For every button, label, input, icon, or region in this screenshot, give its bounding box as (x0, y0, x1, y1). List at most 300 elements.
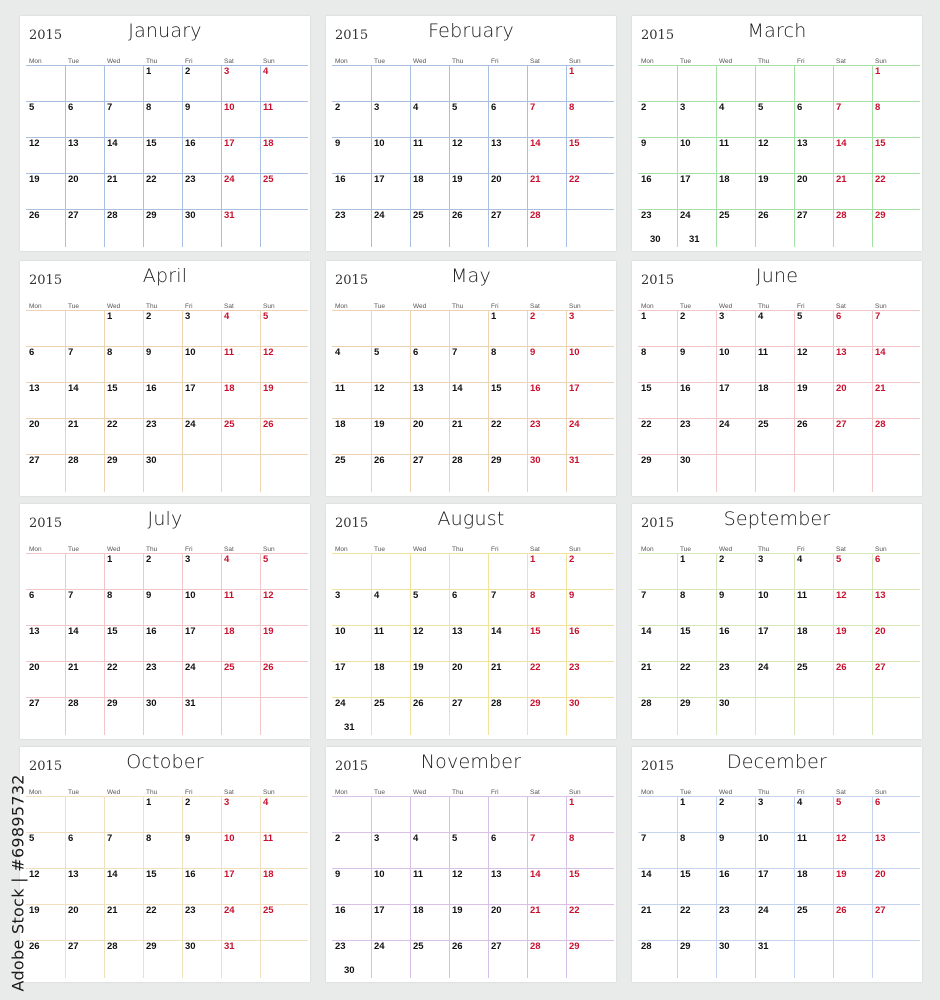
date-cell[interactable]: 28 (530, 210, 541, 221)
date-cell[interactable]: 25 (413, 210, 424, 221)
date-cell[interactable]: 27 (797, 210, 808, 221)
date-cell[interactable]: 22 (569, 174, 580, 185)
date-cell[interactable]: 7 (68, 590, 74, 601)
date-cell[interactable]: 3 (224, 797, 230, 808)
date-cell[interactable]: 1 (569, 797, 575, 808)
date-cell[interactable]: 1 (569, 66, 575, 77)
date-cell[interactable]: 11 (797, 833, 808, 844)
date-cell[interactable]: 21 (491, 662, 502, 673)
date-cell[interactable]: 28 (68, 698, 79, 709)
date-cell[interactable]: 19 (374, 419, 385, 430)
date-cell[interactable]: 18 (719, 174, 730, 185)
date-cell[interactable]: 8 (530, 590, 536, 601)
date-cell[interactable]: 10 (374, 138, 385, 149)
date-cell[interactable]: 31 (569, 455, 580, 466)
date-cell[interactable]: 10 (758, 590, 769, 601)
date-cell[interactable]: 1 (641, 311, 647, 322)
date-cell[interactable]: 9 (335, 138, 341, 149)
date-cell[interactable]: 14 (641, 869, 652, 880)
date-cell[interactable]: 26 (29, 941, 40, 952)
date-cell[interactable]: 11 (719, 138, 730, 149)
date-cell[interactable]: 7 (68, 347, 74, 358)
date-cell[interactable]: 21 (530, 905, 541, 916)
date-cell[interactable]: 12 (263, 590, 274, 601)
date-cell[interactable]: 13 (68, 138, 79, 149)
date-cell[interactable]: 15 (641, 383, 652, 394)
date-cell[interactable]: 22 (530, 662, 541, 673)
date-cell[interactable]: 29 (641, 455, 652, 466)
date-cell[interactable]: 4 (797, 797, 803, 808)
date-cell[interactable]: 16 (146, 626, 157, 637)
date-cell[interactable]: 12 (797, 347, 808, 358)
date-cell[interactable]: 2 (146, 311, 152, 322)
date-cell[interactable]: 17 (224, 869, 235, 880)
date-cell[interactable]: 30 (719, 941, 730, 952)
date-cell[interactable]: 7 (107, 102, 113, 113)
date-cell[interactable]: 7 (641, 833, 647, 844)
date-cell[interactable]: 4 (374, 590, 380, 601)
date-cell[interactable]: 15 (680, 869, 691, 880)
date-cell[interactable]: 10 (185, 590, 196, 601)
date-cell[interactable]: 21 (875, 383, 886, 394)
date-cell[interactable]: 26 (413, 698, 424, 709)
date-cell[interactable]: 27 (875, 662, 886, 673)
date-cell[interactable]: 16 (185, 138, 196, 149)
date-cell[interactable]: 4 (224, 311, 230, 322)
date-cell[interactable]: 5 (29, 102, 35, 113)
date-cell[interactable]: 12 (413, 626, 424, 637)
date-cell[interactable]: 14 (107, 138, 118, 149)
date-cell[interactable]: 17 (224, 138, 235, 149)
date-cell[interactable]: 24 (185, 662, 196, 673)
date-cell[interactable]: 24 (680, 210, 691, 221)
date-cell[interactable]: 19 (758, 174, 769, 185)
date-cell[interactable]: 29 (530, 698, 541, 709)
date-cell[interactable]: 1 (680, 797, 686, 808)
date-cell[interactable]: 19 (29, 905, 40, 916)
date-cell[interactable]: 16 (641, 174, 652, 185)
date-cell[interactable]: 16 (335, 905, 346, 916)
date-cell[interactable]: 22 (107, 419, 118, 430)
date-cell[interactable]: 26 (29, 210, 40, 221)
date-cell[interactable]: 8 (491, 347, 497, 358)
date-cell[interactable]: 9 (569, 590, 575, 601)
date-cell[interactable]: 13 (875, 590, 886, 601)
date-cell[interactable]: 6 (875, 797, 881, 808)
date-cell[interactable]: 14 (641, 626, 652, 637)
date-cell[interactable]: 16 (335, 174, 346, 185)
date-cell[interactable]: 13 (875, 833, 886, 844)
date-cell[interactable]: 11 (224, 347, 235, 358)
date-cell[interactable]: 13 (452, 626, 463, 637)
date-cell[interactable]: 11 (413, 869, 424, 880)
date-cell[interactable]: 2 (569, 554, 575, 565)
date-cell[interactable]: 22 (146, 174, 157, 185)
date-cell[interactable]: 11 (224, 590, 235, 601)
date-cell[interactable]: 15 (569, 138, 580, 149)
date-cell[interactable]: 26 (452, 210, 463, 221)
date-cell[interactable]: 1 (107, 554, 113, 565)
date-cell[interactable]: 28 (107, 210, 118, 221)
date-cell[interactable]: 28 (530, 941, 541, 952)
date-cell[interactable]: 11 (797, 590, 808, 601)
date-cell[interactable]: 18 (797, 869, 808, 880)
date-cell[interactable]: 18 (413, 174, 424, 185)
date-cell[interactable]: 10 (569, 347, 580, 358)
date-cell[interactable]: 18 (758, 383, 769, 394)
date-cell[interactable]: 27 (68, 210, 79, 221)
date-cell[interactable]: 7 (836, 102, 842, 113)
date-cell[interactable]: 2 (185, 797, 191, 808)
date-cell[interactable]: 23 (719, 662, 730, 673)
date-cell[interactable]: 8 (146, 833, 152, 844)
date-cell[interactable]: 24 (374, 941, 385, 952)
date-cell[interactable]: 24 (224, 174, 235, 185)
date-cell[interactable]: 2 (680, 311, 686, 322)
date-cell[interactable]: 6 (452, 590, 458, 601)
date-cell[interactable]: 17 (374, 174, 385, 185)
date-cell[interactable]: 23 (146, 662, 157, 673)
date-cell[interactable]: 28 (836, 210, 847, 221)
date-cell[interactable]: 30 (185, 941, 196, 952)
date-cell[interactable]: 3 (224, 66, 230, 77)
date-cell[interactable]: 15 (146, 869, 157, 880)
date-cell[interactable]: 10 (224, 833, 235, 844)
date-cell[interactable]: 13 (836, 347, 847, 358)
date-cell[interactable]: 2 (335, 102, 341, 113)
date-cell[interactable]: 2 (146, 554, 152, 565)
date-cell[interactable]: 16 (719, 626, 730, 637)
date-cell[interactable]: 15 (491, 383, 502, 394)
date-cell[interactable]: 22 (680, 662, 691, 673)
date-cell[interactable]: 21 (836, 174, 847, 185)
date-cell[interactable]: 11 (758, 347, 769, 358)
date-cell[interactable]: 6 (875, 554, 881, 565)
date-cell[interactable]: 5 (374, 347, 380, 358)
date-cell[interactable]: 3 (185, 311, 191, 322)
date-cell[interactable]: 31 (758, 941, 769, 952)
date-cell[interactable]: 16 (185, 869, 196, 880)
date-cell[interactable]: 2 (719, 554, 725, 565)
date-cell[interactable]: 30 (650, 234, 661, 245)
date-cell[interactable]: 25 (263, 174, 274, 185)
date-cell[interactable]: 31 (344, 722, 355, 733)
date-cell[interactable]: 8 (875, 102, 881, 113)
date-cell[interactable]: 30 (146, 698, 157, 709)
date-cell[interactable]: 27 (29, 698, 40, 709)
date-cell[interactable]: 12 (29, 869, 40, 880)
date-cell[interactable]: 3 (185, 554, 191, 565)
date-cell[interactable]: 21 (452, 419, 463, 430)
date-cell[interactable]: 7 (452, 347, 458, 358)
date-cell[interactable]: 4 (413, 102, 419, 113)
date-cell[interactable]: 12 (29, 138, 40, 149)
date-cell[interactable]: 3 (758, 797, 764, 808)
date-cell[interactable]: 15 (680, 626, 691, 637)
date-cell[interactable]: 24 (719, 419, 730, 430)
date-cell[interactable]: 13 (413, 383, 424, 394)
date-cell[interactable]: 23 (719, 905, 730, 916)
date-cell[interactable]: 16 (680, 383, 691, 394)
date-cell[interactable]: 15 (530, 626, 541, 637)
date-cell[interactable]: 26 (263, 662, 274, 673)
date-cell[interactable]: 5 (836, 797, 842, 808)
date-cell[interactable]: 22 (107, 662, 118, 673)
date-cell[interactable]: 27 (452, 698, 463, 709)
date-cell[interactable]: 8 (680, 833, 686, 844)
date-cell[interactable]: 25 (413, 941, 424, 952)
date-cell[interactable]: 14 (875, 347, 886, 358)
date-cell[interactable]: 12 (452, 138, 463, 149)
date-cell[interactable]: 6 (29, 347, 35, 358)
date-cell[interactable]: 15 (875, 138, 886, 149)
date-cell[interactable]: 4 (413, 833, 419, 844)
date-cell[interactable]: 29 (680, 941, 691, 952)
date-cell[interactable]: 24 (569, 419, 580, 430)
date-cell[interactable]: 23 (680, 419, 691, 430)
date-cell[interactable]: 20 (452, 662, 463, 673)
date-cell[interactable]: 16 (146, 383, 157, 394)
date-cell[interactable]: 26 (263, 419, 274, 430)
date-cell[interactable]: 6 (413, 347, 419, 358)
date-cell[interactable]: 26 (836, 662, 847, 673)
date-cell[interactable]: 16 (719, 869, 730, 880)
date-cell[interactable]: 20 (797, 174, 808, 185)
date-cell[interactable]: 3 (758, 554, 764, 565)
date-cell[interactable]: 18 (374, 662, 385, 673)
date-cell[interactable]: 17 (185, 383, 196, 394)
date-cell[interactable]: 27 (29, 455, 40, 466)
date-cell[interactable]: 6 (29, 590, 35, 601)
date-cell[interactable]: 24 (758, 662, 769, 673)
date-cell[interactable]: 17 (335, 662, 346, 673)
date-cell[interactable]: 28 (641, 698, 652, 709)
date-cell[interactable]: 9 (719, 590, 725, 601)
date-cell[interactable]: 12 (452, 869, 463, 880)
date-cell[interactable]: 6 (836, 311, 842, 322)
date-cell[interactable]: 15 (107, 626, 118, 637)
date-cell[interactable]: 18 (335, 419, 346, 430)
date-cell[interactable]: 29 (569, 941, 580, 952)
date-cell[interactable]: 3 (374, 833, 380, 844)
date-cell[interactable]: 29 (875, 210, 886, 221)
date-cell[interactable]: 25 (374, 698, 385, 709)
date-cell[interactable]: 1 (875, 66, 881, 77)
date-cell[interactable]: 19 (452, 174, 463, 185)
date-cell[interactable]: 19 (836, 869, 847, 880)
date-cell[interactable]: 19 (836, 626, 847, 637)
date-cell[interactable]: 7 (641, 590, 647, 601)
date-cell[interactable]: 20 (836, 383, 847, 394)
date-cell[interactable]: 14 (530, 869, 541, 880)
date-cell[interactable]: 2 (641, 102, 647, 113)
date-cell[interactable]: 21 (530, 174, 541, 185)
date-cell[interactable]: 12 (374, 383, 385, 394)
date-cell[interactable]: 25 (719, 210, 730, 221)
date-cell[interactable]: 10 (224, 102, 235, 113)
date-cell[interactable]: 4 (263, 66, 269, 77)
date-cell[interactable]: 17 (374, 905, 385, 916)
date-cell[interactable]: 24 (335, 698, 346, 709)
date-cell[interactable]: 16 (569, 626, 580, 637)
date-cell[interactable]: 27 (68, 941, 79, 952)
date-cell[interactable]: 11 (335, 383, 346, 394)
date-cell[interactable]: 1 (491, 311, 497, 322)
date-cell[interactable]: 15 (569, 869, 580, 880)
date-cell[interactable]: 5 (836, 554, 842, 565)
date-cell[interactable]: 25 (335, 455, 346, 466)
date-cell[interactable]: 1 (107, 311, 113, 322)
date-cell[interactable]: 2 (335, 833, 341, 844)
date-cell[interactable]: 10 (374, 869, 385, 880)
date-cell[interactable]: 30 (146, 455, 157, 466)
date-cell[interactable]: 12 (758, 138, 769, 149)
date-cell[interactable]: 7 (875, 311, 881, 322)
date-cell[interactable]: 17 (569, 383, 580, 394)
date-cell[interactable]: 6 (491, 833, 497, 844)
date-cell[interactable]: 25 (797, 662, 808, 673)
date-cell[interactable]: 5 (452, 833, 458, 844)
date-cell[interactable]: 18 (224, 383, 235, 394)
date-cell[interactable]: 23 (569, 662, 580, 673)
date-cell[interactable]: 17 (758, 869, 769, 880)
date-cell[interactable]: 21 (107, 905, 118, 916)
date-cell[interactable]: 19 (29, 174, 40, 185)
date-cell[interactable]: 14 (68, 626, 79, 637)
date-cell[interactable]: 18 (413, 905, 424, 916)
date-cell[interactable]: 11 (263, 833, 274, 844)
date-cell[interactable]: 23 (146, 419, 157, 430)
date-cell[interactable]: 20 (491, 905, 502, 916)
date-cell[interactable]: 27 (875, 905, 886, 916)
date-cell[interactable]: 11 (263, 102, 274, 113)
date-cell[interactable]: 13 (491, 138, 502, 149)
date-cell[interactable]: 3 (335, 590, 341, 601)
date-cell[interactable]: 4 (263, 797, 269, 808)
date-cell[interactable]: 24 (185, 419, 196, 430)
date-cell[interactable]: 5 (263, 311, 269, 322)
date-cell[interactable]: 8 (569, 833, 575, 844)
date-cell[interactable]: 18 (263, 138, 274, 149)
date-cell[interactable]: 16 (530, 383, 541, 394)
date-cell[interactable]: 22 (680, 905, 691, 916)
date-cell[interactable]: 30 (530, 455, 541, 466)
date-cell[interactable]: 25 (797, 905, 808, 916)
date-cell[interactable]: 7 (530, 833, 536, 844)
date-cell[interactable]: 13 (29, 626, 40, 637)
date-cell[interactable]: 7 (107, 833, 113, 844)
date-cell[interactable]: 27 (491, 941, 502, 952)
date-cell[interactable]: 17 (680, 174, 691, 185)
date-cell[interactable]: 20 (875, 626, 886, 637)
date-cell[interactable]: 22 (146, 905, 157, 916)
date-cell[interactable]: 15 (146, 138, 157, 149)
date-cell[interactable]: 9 (146, 347, 152, 358)
date-cell[interactable]: 29 (491, 455, 502, 466)
date-cell[interactable]: 18 (224, 626, 235, 637)
date-cell[interactable]: 9 (641, 138, 647, 149)
date-cell[interactable]: 6 (68, 833, 74, 844)
date-cell[interactable]: 9 (146, 590, 152, 601)
date-cell[interactable]: 28 (68, 455, 79, 466)
date-cell[interactable]: 22 (641, 419, 652, 430)
date-cell[interactable]: 31 (689, 234, 700, 245)
date-cell[interactable]: 25 (758, 419, 769, 430)
date-cell[interactable]: 17 (758, 626, 769, 637)
date-cell[interactable]: 29 (107, 455, 118, 466)
date-cell[interactable]: 23 (335, 941, 346, 952)
date-cell[interactable]: 17 (719, 383, 730, 394)
date-cell[interactable]: 20 (29, 662, 40, 673)
date-cell[interactable]: 25 (224, 419, 235, 430)
date-cell[interactable]: 8 (641, 347, 647, 358)
date-cell[interactable]: 8 (107, 347, 113, 358)
date-cell[interactable]: 20 (491, 174, 502, 185)
date-cell[interactable]: 21 (641, 662, 652, 673)
date-cell[interactable]: 12 (836, 833, 847, 844)
date-cell[interactable]: 17 (185, 626, 196, 637)
date-cell[interactable]: 13 (29, 383, 40, 394)
date-cell[interactable]: 19 (452, 905, 463, 916)
date-cell[interactable]: 27 (413, 455, 424, 466)
date-cell[interactable]: 10 (758, 833, 769, 844)
date-cell[interactable]: 12 (263, 347, 274, 358)
date-cell[interactable]: 3 (680, 102, 686, 113)
date-cell[interactable]: 21 (68, 419, 79, 430)
date-cell[interactable]: 21 (641, 905, 652, 916)
date-cell[interactable]: 23 (641, 210, 652, 221)
date-cell[interactable]: 4 (224, 554, 230, 565)
date-cell[interactable]: 22 (875, 174, 886, 185)
date-cell[interactable]: 19 (263, 626, 274, 637)
date-cell[interactable]: 26 (797, 419, 808, 430)
date-cell[interactable]: 25 (263, 905, 274, 916)
date-cell[interactable]: 1 (146, 797, 152, 808)
date-cell[interactable]: 14 (107, 869, 118, 880)
date-cell[interactable]: 10 (719, 347, 730, 358)
date-cell[interactable]: 8 (146, 102, 152, 113)
date-cell[interactable]: 15 (107, 383, 118, 394)
date-cell[interactable]: 10 (680, 138, 691, 149)
date-cell[interactable]: 26 (374, 455, 385, 466)
date-cell[interactable]: 14 (68, 383, 79, 394)
date-cell[interactable]: 29 (146, 210, 157, 221)
date-cell[interactable]: 30 (680, 455, 691, 466)
date-cell[interactable]: 26 (452, 941, 463, 952)
date-cell[interactable]: 9 (185, 833, 191, 844)
date-cell[interactable]: 1 (146, 66, 152, 77)
date-cell[interactable]: 22 (491, 419, 502, 430)
date-cell[interactable]: 12 (836, 590, 847, 601)
date-cell[interactable]: 28 (641, 941, 652, 952)
date-cell[interactable]: 3 (569, 311, 575, 322)
date-cell[interactable]: 18 (797, 626, 808, 637)
date-cell[interactable]: 11 (413, 138, 424, 149)
date-cell[interactable]: 30 (185, 210, 196, 221)
date-cell[interactable]: 29 (107, 698, 118, 709)
date-cell[interactable]: 10 (335, 626, 346, 637)
date-cell[interactable]: 31 (185, 698, 196, 709)
date-cell[interactable]: 24 (224, 905, 235, 916)
date-cell[interactable]: 30 (719, 698, 730, 709)
date-cell[interactable]: 7 (530, 102, 536, 113)
date-cell[interactable]: 28 (452, 455, 463, 466)
date-cell[interactable]: 3 (719, 311, 725, 322)
date-cell[interactable]: 8 (680, 590, 686, 601)
date-cell[interactable]: 23 (530, 419, 541, 430)
date-cell[interactable]: 20 (68, 905, 79, 916)
date-cell[interactable]: 25 (224, 662, 235, 673)
